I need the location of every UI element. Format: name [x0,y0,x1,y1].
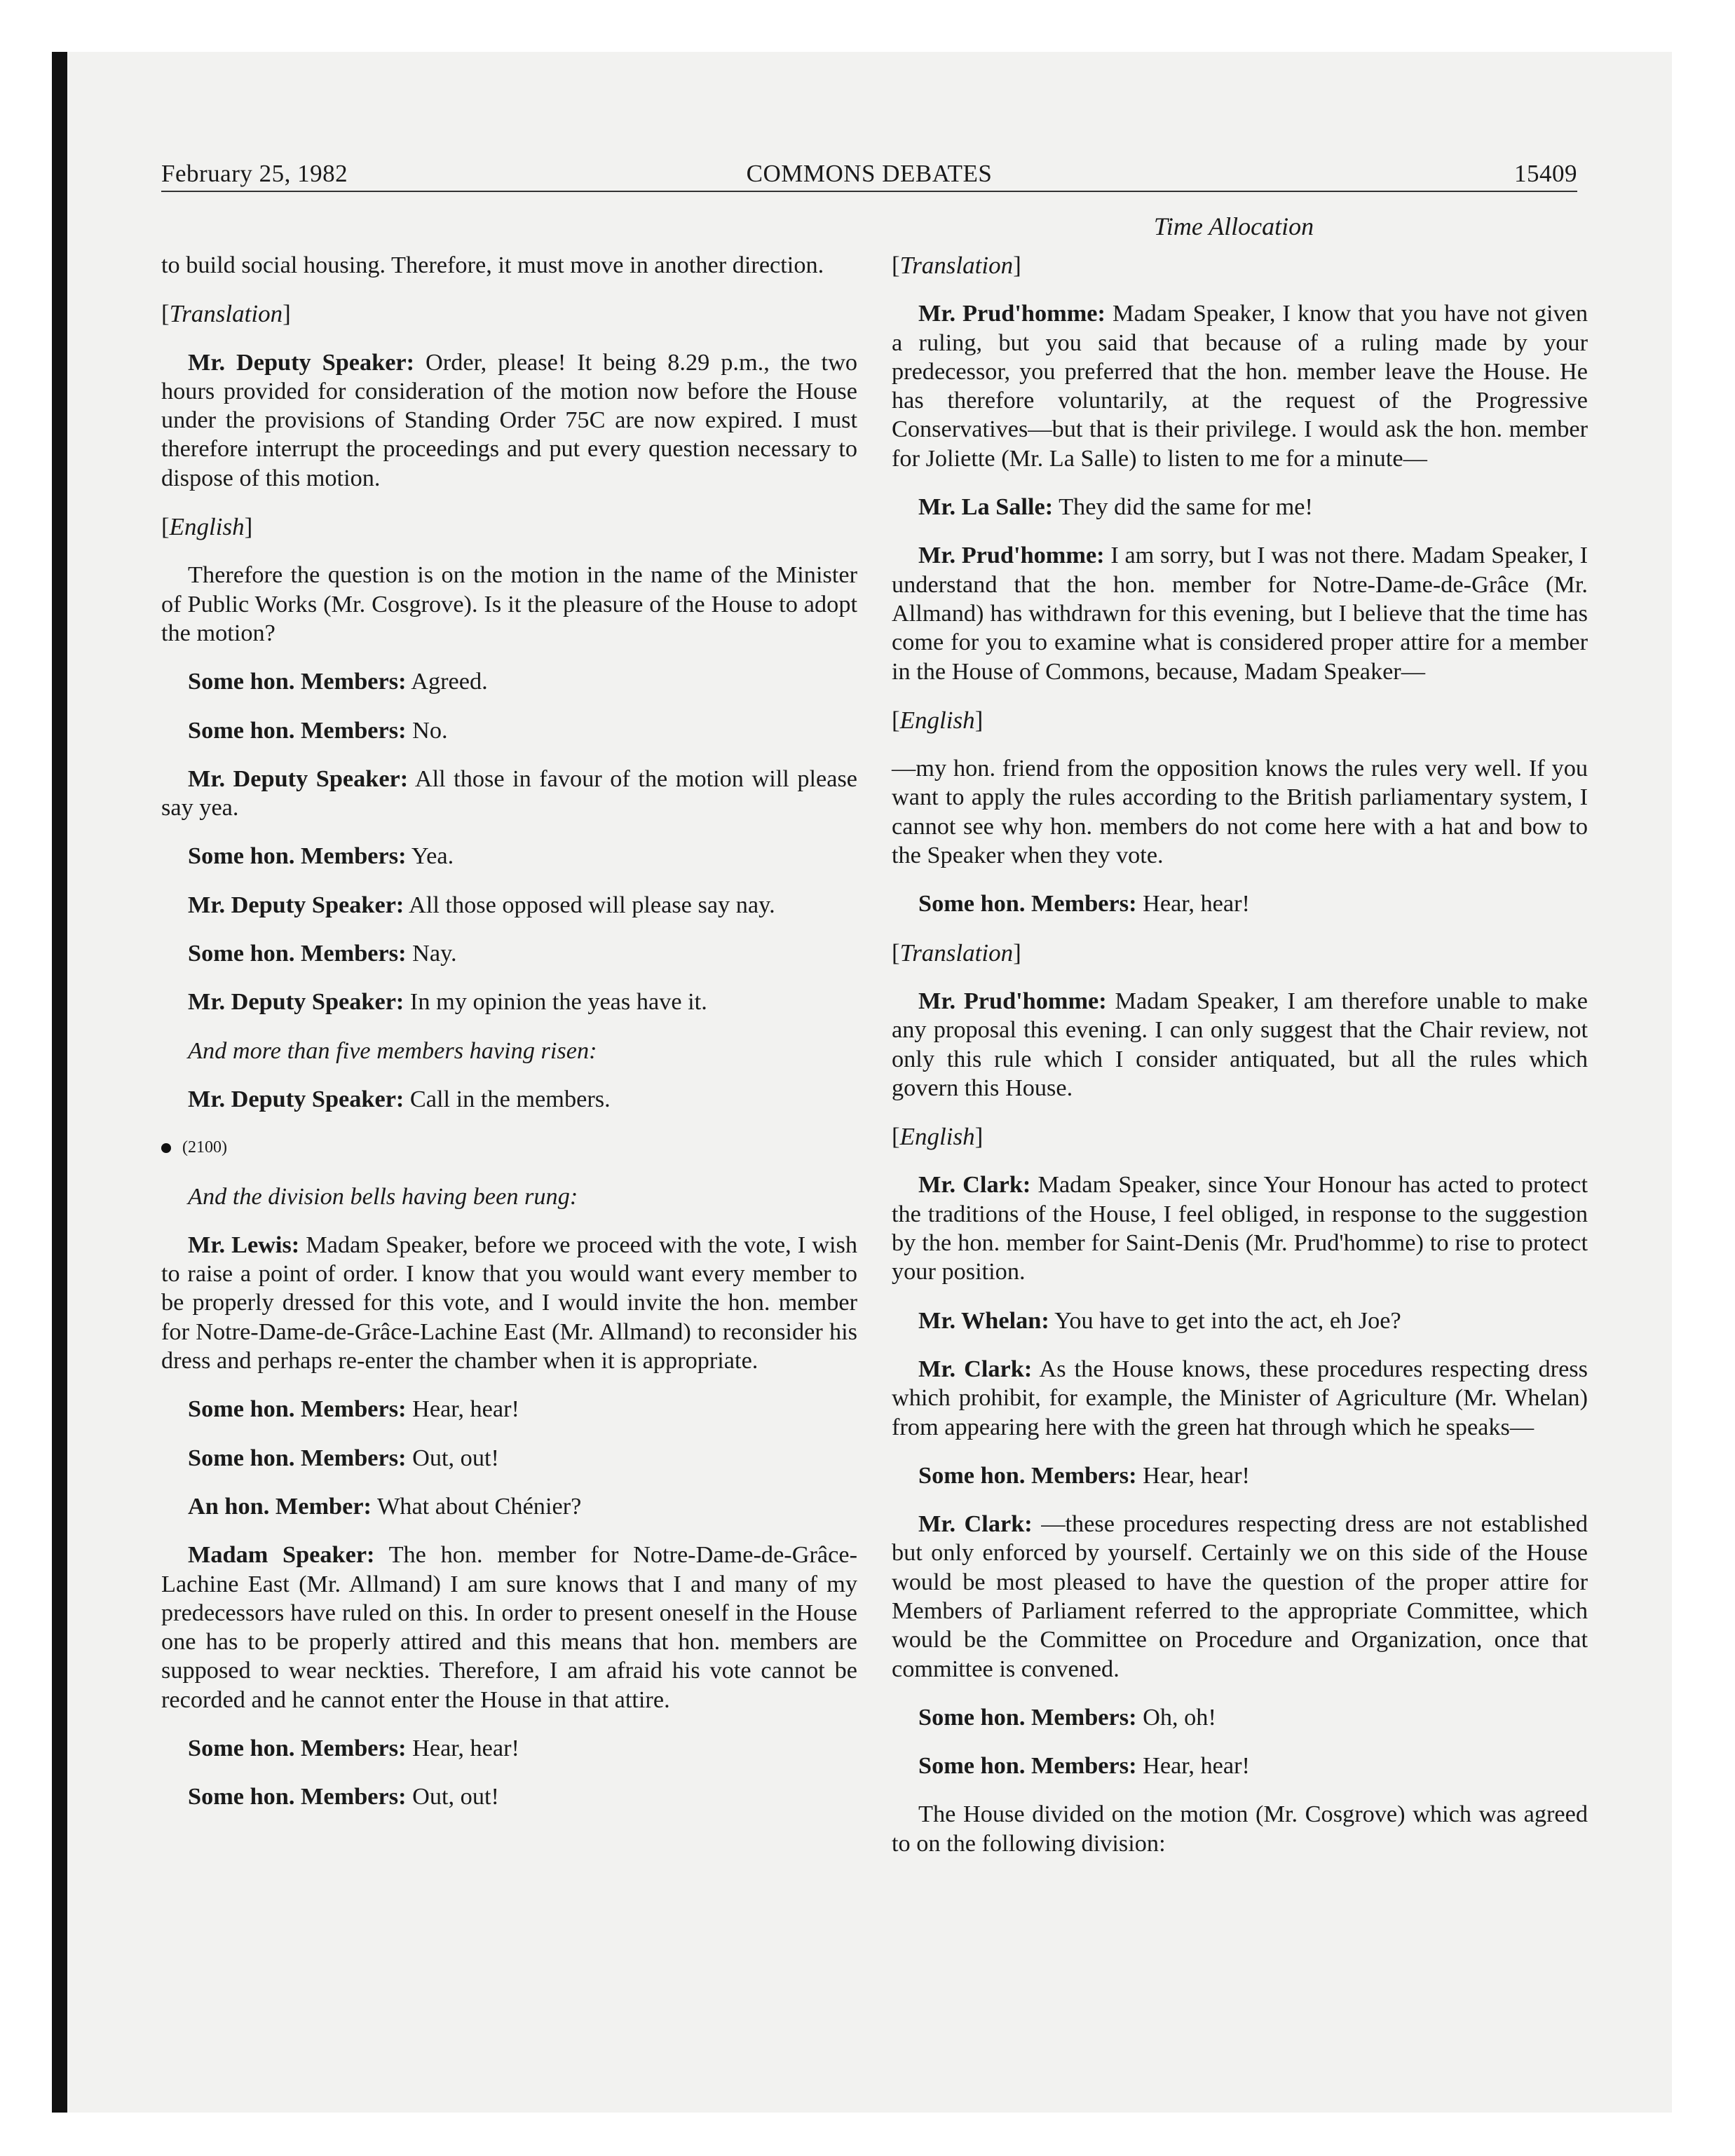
speaker-name: Mr. Clark: [918,1171,1031,1199]
speaker-name: Some hon. Members: [918,1703,1137,1731]
speech-text: All those opposed will please say nay. [409,891,775,918]
speaker-name: Mr. Deputy Speaker: [188,765,409,792]
speech-text: No. [412,716,448,744]
language-marker [161,512,857,541]
page-number: 15409 [1514,160,1577,187]
bracket-close: ] [244,513,253,541]
speech-text: You have to get into the act, eh Joe? [1054,1306,1401,1334]
speech-text: Hear, hear! [1143,1752,1250,1780]
right-column [892,251,1588,1878]
speech-text: Yea. [411,842,454,870]
speech-paragraph [161,348,857,493]
speech-paragraph [161,1085,857,1114]
speech-paragraph [161,716,857,745]
body-paragraph: Therefore the question is on the motion in the name of the Minister of Public Works (Mr. Cosgrove). Is it the pleasure of the House to adopt the motion? [161,561,857,646]
bracket-open: [ [892,706,900,734]
speech-text: Out, out! [412,1783,499,1810]
speech-paragraph [892,1461,1588,1490]
bracket-close: ] [1013,252,1021,279]
body-paragraph: to build social housing. Therefore, it must move in another direction. [161,252,824,278]
speech-text: Madam Speaker, I am therefore unable to make any proposal this evening. I can only suggest that the Chair review, not only this rule which I consider antiquated, but all the rules which govern this House. [892,987,1588,1101]
time-marker-label: (2100) [182,1138,227,1157]
speech-text: What about Chénier? [376,1492,582,1520]
speaker-name: Mr. Prud'homme: [918,300,1105,327]
speaker-name: Some hon. Members: [188,716,407,744]
speaker-name: Some hon. Members: [188,842,407,870]
speech-text: —these procedures respecting dress are not established but only enforced by yourself. Certainly we on this side of the House would be most pleased to have the question of the proper attire for Members of Parliament referred to the appropriate Committee, which would be the Committee on Procedure and Organization, once that committee is convened. [892,1510,1588,1682]
language-label: English [899,706,975,734]
speaker-name: Some hon. Members: [188,668,407,695]
speech-paragraph [892,889,1588,918]
speech-text: Madam Speaker, since Your Honour has acted to protect the traditions of the House, I feel obliged, in response to the suggestion by the hon. member for Saint-Denis (Mr. Prud'homme) to rise to protect your position. [892,1171,1588,1285]
speech-text: Hear, hear! [412,1396,519,1423]
speech-text: Madam Speaker, I know that you have not given a ruling, but you said that because of a ruling made by your predecessor, you preferred that the hon. member leave the House. He has therefore voluntarily, at the request of the Progressive Conservatives—but that is their privilege. I would ask the hon. member for Joliette (Mr. La Salle) to listen to me for a minute— [892,300,1588,472]
speech-text: Oh, oh! [1143,1703,1216,1731]
body-paragraph: —my hon. friend from the opposition knows the rules very well. If you want to apply the rules according to the British parliamentary system, I cannot see why hon. members do not come here with a hat and bow to the Speaker when they vote. [892,755,1588,869]
header-rule [161,191,1577,192]
bracket-open: [ [161,300,170,328]
language-label: Translation [899,252,1014,279]
speech-text: As the House knows, these procedures respecting dress which prohibit, for example, the Minister of Agriculture (Mr. Whelan) from appearing here with the green hat through which he speaks— [892,1355,1588,1440]
speech-paragraph [892,493,1588,521]
speaker-name: Some hon. Members: [188,1734,407,1761]
speech-text: Madam Speaker, before we proceed with the vote, I wish to raise a point of order. I know that you would want every member to be properly dressed for this vote, and I would invite the hon. member for Notre-Dame-de-Grâce-Lachine East (Mr. Allmand) to reconsider his dress and perhaps re-enter the chamber when it is appropriate. [161,1231,857,1374]
body-paragraph: The House divided on the motion (Mr. Cosgrove) which was agreed to on the following division: [892,1801,1588,1857]
speech-paragraph [161,1444,857,1473]
speech-text: Nay. [412,940,457,967]
bracket-open: [ [892,252,900,279]
language-label: English [169,513,245,541]
speaker-name: Some hon. Members: [918,890,1137,917]
bracket-open: [ [161,513,170,541]
speech-paragraph [892,1752,1588,1780]
language-label: Translation [169,300,283,328]
language-marker [892,939,1588,967]
speaker-name: Some hon. Members: [188,940,407,967]
speaker-name: Mr. Prud'homme: [918,987,1107,1014]
speaker-name: Mr. Prud'homme: [918,542,1105,569]
speech-text: Call in the members. [409,1085,611,1112]
bracket-open: [ [892,1123,900,1151]
speech-paragraph [892,1355,1588,1442]
speaker-name: Mr. Deputy Speaker: [188,891,404,918]
speech-paragraph [161,1734,857,1763]
speaker-name: An hon. Member: [188,1492,372,1520]
section-title: Time Allocation [1153,212,1314,240]
speech-paragraph [161,988,857,1016]
speech-text: Hear, hear! [1143,890,1250,917]
header-publication: COMMONS DEBATES [746,160,993,187]
speech-paragraph [892,1703,1588,1732]
speaker-name: Mr. Deputy Speaker: [188,348,415,376]
speaker-name: Some hon. Members: [188,1783,407,1810]
speech-paragraph [161,1492,857,1521]
speech-paragraph [161,891,857,920]
speech-text: Hear, hear! [1143,1461,1250,1489]
language-marker [892,251,1588,280]
bracket-close: ] [283,300,291,328]
speech-text: The hon. member for Notre-Dame-de-Grâce-Lachine East (Mr. Allmand) I am sure knows that I and many of my predecessors have ruled on this. In order to present oneself in the House one has to be properly attired and this means that hon. members are supposed to wear neckties. Therefore, I am afraid his vote cannot be recorded and he cannot enter the House in that attire. [161,1541,857,1713]
language-marker [892,706,1588,735]
bracket-open: [ [892,939,900,967]
time-marker [161,1133,857,1162]
speech-paragraph [161,939,857,968]
speaker-name: Mr. Deputy Speaker: [188,988,404,1016]
speaker-name: Mr. Clark: [918,1510,1033,1538]
speech-paragraph [161,765,857,823]
speaker-name: Mr. Deputy Speaker: [188,1085,404,1112]
speech-paragraph [892,541,1588,685]
speaker-name: Mr. Clark: [918,1355,1033,1382]
stage-direction: And more than five members having risen: [188,1037,597,1064]
speech-paragraph [892,1510,1588,1684]
running-header [161,160,1577,191]
speech-text: In my opinion the yeas have it. [409,988,707,1016]
speech-paragraph [161,842,857,871]
speaker-name: Some hon. Members: [918,1752,1137,1780]
bracket-close: ] [974,706,984,734]
speaker-name: Mr. La Salle: [918,493,1054,521]
speech-text: I am sorry, but I was not there. Madam Speaker, I understand that the hon. member for Notre-Dame-de-Grâce (Mr. Allmand) has withdrawn for this evening, but I believe that the time has come for you to examine what is considered proper attire for a member in the House of Commons, because, Madam Speaker— [892,542,1588,685]
speech-text: They did the same for me! [1059,493,1313,521]
speech-paragraph [892,1171,1588,1286]
speech-paragraph [161,1231,857,1375]
language-marker [892,1122,1588,1151]
speaker-name: Some hon. Members: [188,1396,407,1423]
language-marker [161,299,857,328]
speech-paragraph [161,1541,857,1714]
speaker-name: Mr. Lewis: [188,1231,300,1258]
bracket-close: ] [1013,939,1021,967]
stage-direction: And the division bells having been rung: [188,1182,578,1210]
left-column [161,251,857,1831]
speech-paragraph [161,1782,857,1811]
speaker-name: Some hon. Members: [918,1461,1137,1489]
speech-paragraph [892,1306,1588,1335]
speech-text: All those in favour of the motion will please say yea. [161,765,858,821]
bullet-icon [161,1143,171,1153]
speech-paragraph [892,299,1588,473]
scan-edge-bar [52,52,67,2113]
speech-text: Hear, hear! [412,1734,519,1761]
speech-text: Agreed. [411,668,488,695]
speaker-name: Mr. Whelan: [918,1306,1049,1334]
speaker-name: Madam Speaker: [188,1541,375,1569]
speech-text: Order, please! It being 8.29 p.m., the two hours provided for consideration of the motion now before the House under the provisions of Standing Order 75C are now expired. I must therefore interrupt the proceedings and put every question necessary to dispose of this motion. [161,348,857,491]
header-date: February 25, 1982 [161,160,348,187]
speech-paragraph [161,667,857,696]
bracket-close: ] [974,1123,984,1151]
speech-paragraph [161,1395,857,1424]
language-label: Translation [899,939,1014,967]
speech-text: Out, out! [412,1444,499,1471]
speech-paragraph [892,987,1588,1103]
language-label: English [899,1123,975,1151]
speaker-name: Some hon. Members: [188,1444,407,1471]
